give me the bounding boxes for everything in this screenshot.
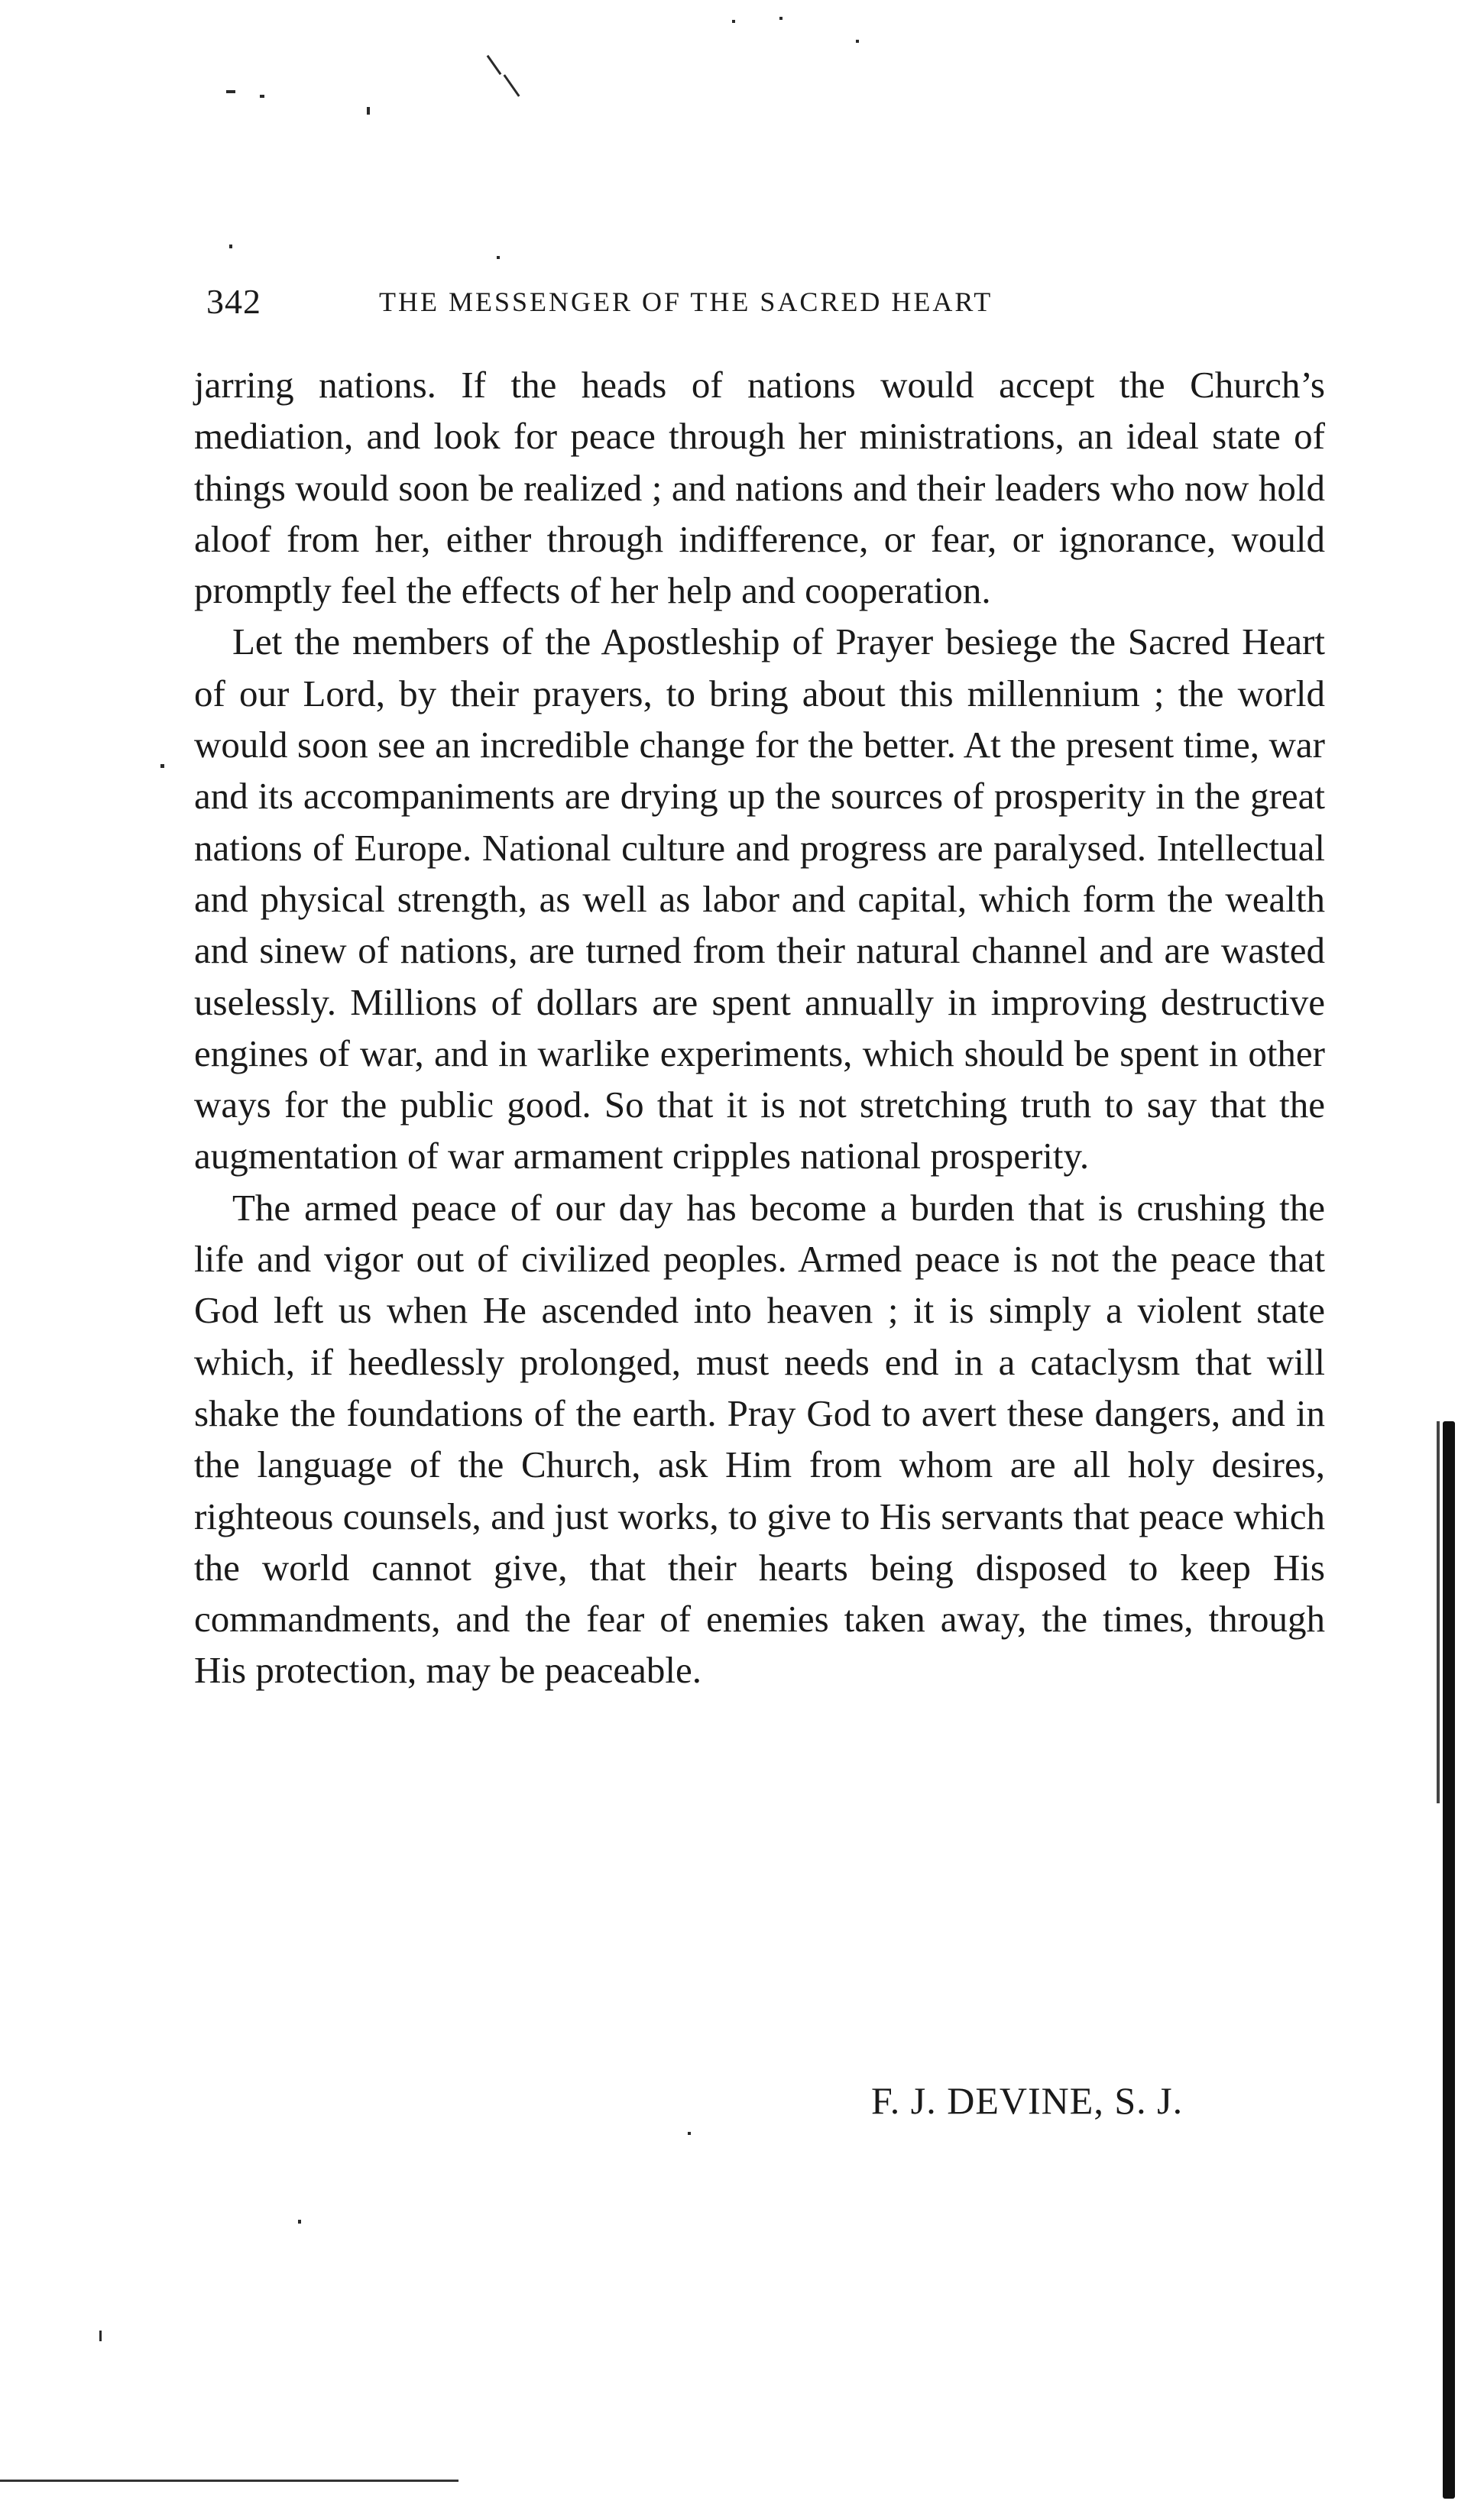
scan-speck	[99, 2331, 102, 2341]
author-signature: F. J. DEVINE, S. J.	[871, 2079, 1184, 2122]
running-title: THE MESSENGER OF THE SACRED HEART	[379, 287, 993, 317]
scan-speck	[779, 17, 783, 20]
scan-speck	[487, 55, 502, 75]
scan-speck	[226, 90, 235, 93]
scan-speck	[298, 2220, 301, 2224]
scan-speck	[504, 74, 520, 97]
paragraph: jarring nations. If the heads of nations would accept the Church’s mediation, and look for peace through her ministrations, an ideal state of things would soon be realized ; and nations and their leaders who now hold aloof from her, either through indifference, or fear, or ignorance, would promptly feel the effects of her help and cooperation.	[194, 364, 1325, 612]
scan-speck	[160, 764, 164, 768]
page-number: 342	[206, 282, 261, 321]
paragraph: The armed peace of our day has become a burden that is crushing the life and vigor out of civilized peoples. Armed peace is not the peace that God left us when He ascended into heaven ; it is simply a violent state which, if heedlessly prolonged, must needs end in a cataclysm that will shake the foundations of the earth. Pray God to avert these dangers, and in the language of the Church, ask Him from whom are all holy desires, righteous counsels, and just works, to give to His servants that peace which the world cannot give, that their hearts being disposed to keep His commandments, and the fear of enemies taken away, the times, through His protection, may be peaceable.	[194, 1186, 1325, 1692]
scan-speck	[260, 95, 264, 98]
scan-speck	[688, 2132, 691, 2135]
paragraph: Let the members of the Apostleship of Prayer besiege the Sacred Heart of our Lord, by their prayers, to bring about this millennium ; the world would soon see an incredible change for the better. At the present time, war and its accompaniments are drying up the sources of prosperity in the great nations of Europe. National culture and progress are paralysed. Intellectual and physical strength, as well as labor and capital, which form the wealth and sinew of nations, are turned from their natural channel and are wasted uselessly. Millions of dollars are spent annually in improving destructive engines of war, and in warlike experiments, which should be spent in other ways for the public good. So that it is not stretching truth to say that the augmentation of war armament cripples national prosperity.	[194, 620, 1325, 1177]
scan-speck	[229, 245, 232, 248]
scan-speck	[367, 107, 370, 115]
scan-speck	[856, 40, 859, 43]
scan-speck	[732, 20, 735, 23]
page-edge-shadow	[1443, 1421, 1455, 2499]
running-head	[206, 281, 1322, 335]
article-body	[194, 359, 1325, 1696]
scan-speck	[497, 256, 500, 259]
page-edge-shadow	[1437, 1421, 1440, 1803]
bottom-scan-rule	[0, 2480, 458, 2482]
